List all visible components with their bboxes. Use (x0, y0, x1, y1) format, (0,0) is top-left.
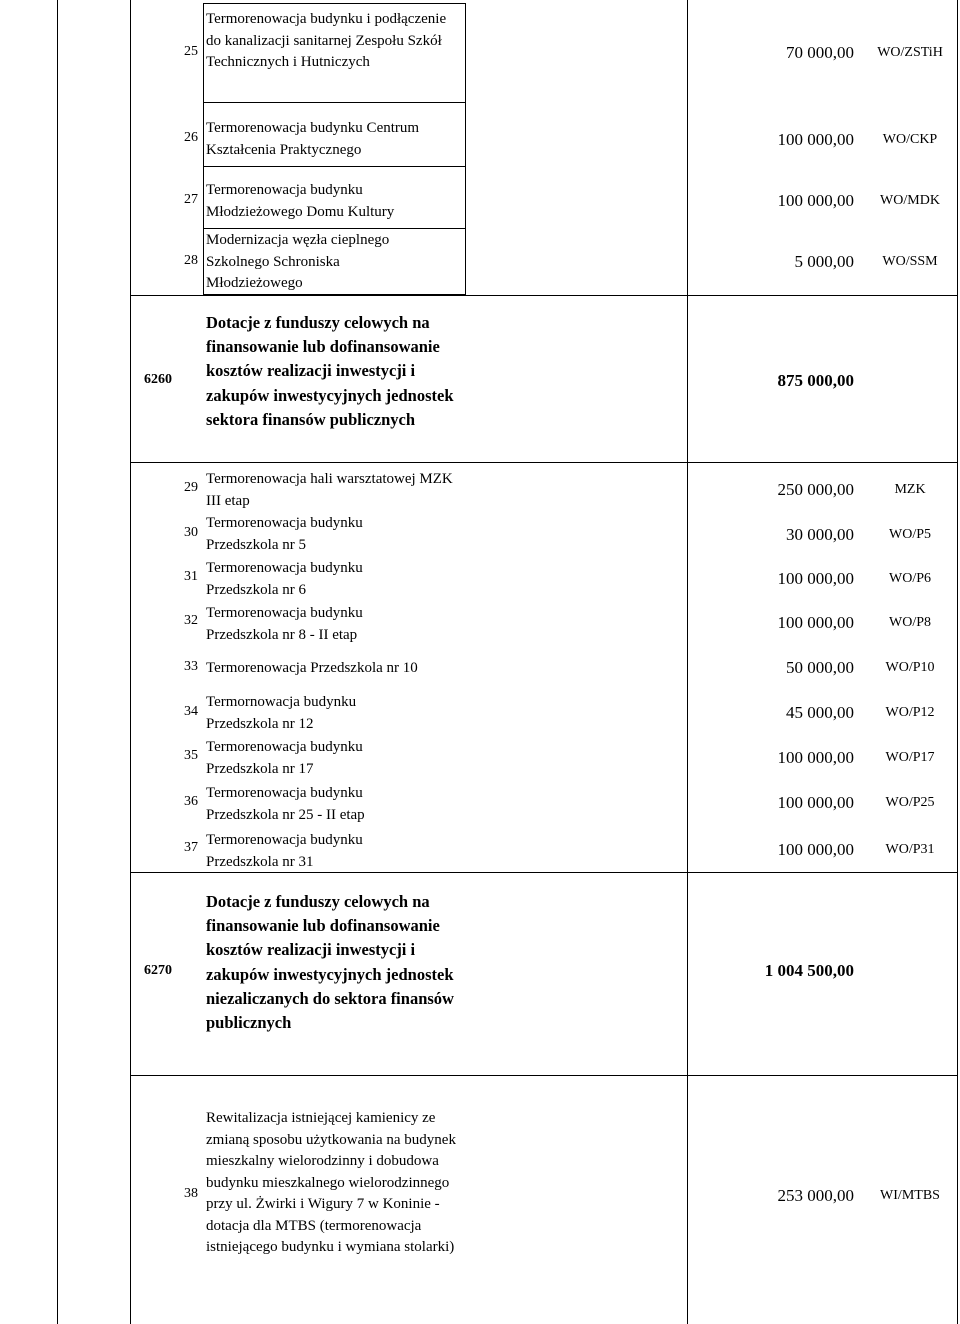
row-code: WI/MTBS (880, 1188, 940, 1203)
section-description: Dotacje z funduszy celowych na finansowanie lub dofinansowanie kosztów realizacji inwestycji i zakupów inwestycyjnych jednostek niezaliczanych do sektora finansów publicznych (206, 892, 454, 1033)
row-code: MZK (894, 482, 926, 497)
row-amount: 250 000,00 (777, 480, 854, 499)
row-number: 36 (184, 794, 198, 809)
row-code: WO/P12 (885, 705, 935, 720)
row-description: Termorenowacja budynku Centrum Kształcenia Praktycznego (206, 120, 420, 158)
row-code: WO/CKP (882, 132, 938, 147)
row-description: Termorenowacja budynku Przedszkola nr 31 (206, 832, 363, 870)
row-description: Termorenowacja hali warsztatowej MZK III etap (206, 471, 453, 509)
row-amount: 100 000,00 (777, 793, 854, 812)
row-number: 33 (184, 659, 198, 674)
row-description: Rewitalizacja istniejącej kamienicy ze zmianą sposobu użytkowania na budynek mieszkalny wielorodzinny i dobudowa budynku mieszkalnego wielorodzinnego przy ul. Żwirki i Wigury 7 w Koninie - dotacja dla MTBS (termorenowacja istniejącego budynku i wymiana stolarki) (206, 1110, 456, 1255)
row-number: 35 (184, 748, 198, 763)
paragraph-code: 6270 (144, 963, 172, 978)
row-amount: 253 000,00 (777, 1186, 854, 1205)
grid-line (465, 3, 466, 295)
row-description: Termorenowacja budynku Przedszkola nr 6 (206, 560, 363, 598)
row-amount: 100 000,00 (777, 748, 854, 767)
row-description: Termornowacja budynku Przedszkola nr 12 (206, 694, 357, 732)
row-description: Termorenowacja budynku Przedszkola nr 25 - II etap (206, 785, 365, 823)
row-number: 37 (184, 840, 198, 855)
section-amount: 1 004 500,00 (764, 961, 854, 980)
row-number: 30 (184, 525, 198, 540)
row-code: WO/P25 (885, 795, 935, 810)
section-description: Dotacje z funduszy celowych na finansowanie lub dofinansowanie kosztów realizacji inwestycji i zakupów inwestycyjnych jednostek sektora finansów publicznych (206, 313, 454, 429)
grid-line (203, 3, 204, 295)
grid-line (203, 228, 466, 229)
row-description: Modernizacja węzła cieplnego Szkolnego Schroniska Młodzieżowego (206, 232, 390, 291)
grid-line (203, 3, 466, 4)
row-code: WO/MDK (880, 193, 940, 208)
row-number: 38 (184, 1186, 198, 1201)
row-amount: 30 000,00 (786, 525, 854, 544)
row-code: WO/P8 (889, 615, 931, 630)
grid-line (203, 102, 466, 103)
row-code: WO/ZSTiH (877, 45, 943, 60)
grid-line (130, 295, 958, 296)
row-code: WO/P31 (885, 842, 935, 857)
row-amount: 50 000,00 (786, 658, 854, 677)
row-amount: 100 000,00 (777, 840, 854, 859)
row-amount: 100 000,00 (777, 613, 854, 632)
row-code: WO/SSM (882, 254, 938, 269)
grid-line (687, 0, 688, 1324)
row-description: Termorenowacja budynku i podłączenie do kanalizacji sanitarnej Zespołu Szkół Technicznych i Hutniczych (206, 11, 447, 70)
row-description: Termorenowacja Przedszkola nr 10 (206, 660, 418, 676)
row-number: 25 (184, 44, 198, 59)
section-amount: 875 000,00 (777, 371, 854, 390)
row-code: WO/P6 (889, 571, 931, 586)
row-number: 34 (184, 704, 198, 719)
row-description: Termorenowacja budynku Przedszkola nr 5 (206, 515, 363, 553)
row-number: 26 (184, 130, 198, 145)
row-amount: 5 000,00 (794, 252, 854, 271)
row-description: Termorenowacja budynku Przedszkola nr 8 - II etap (206, 605, 363, 643)
row-amount: 100 000,00 (777, 569, 854, 588)
row-description: Termorenowacja budynku Przedszkola nr 17 (206, 739, 363, 777)
row-amount: 100 000,00 (777, 191, 854, 210)
grid-line (130, 1075, 958, 1076)
row-amount: 70 000,00 (786, 43, 854, 62)
row-number: 27 (184, 192, 198, 207)
row-number: 29 (184, 480, 198, 495)
row-number: 32 (184, 613, 198, 628)
row-amount: 100 000,00 (777, 130, 854, 149)
grid-line (203, 166, 466, 167)
row-code: WO/P10 (885, 660, 935, 675)
row-number: 28 (184, 253, 198, 268)
row-description: Termorenowacja budynku Młodzieżowego Domu Kultury (206, 182, 395, 220)
grid-line (57, 0, 58, 1324)
row-code: WO/P5 (889, 527, 931, 542)
paragraph-code: 6260 (144, 372, 172, 387)
row-code: WO/P17 (885, 750, 935, 765)
grid-line (130, 0, 131, 1324)
grid-line (130, 462, 958, 463)
row-number: 31 (184, 569, 198, 584)
row-amount: 45 000,00 (786, 703, 854, 722)
